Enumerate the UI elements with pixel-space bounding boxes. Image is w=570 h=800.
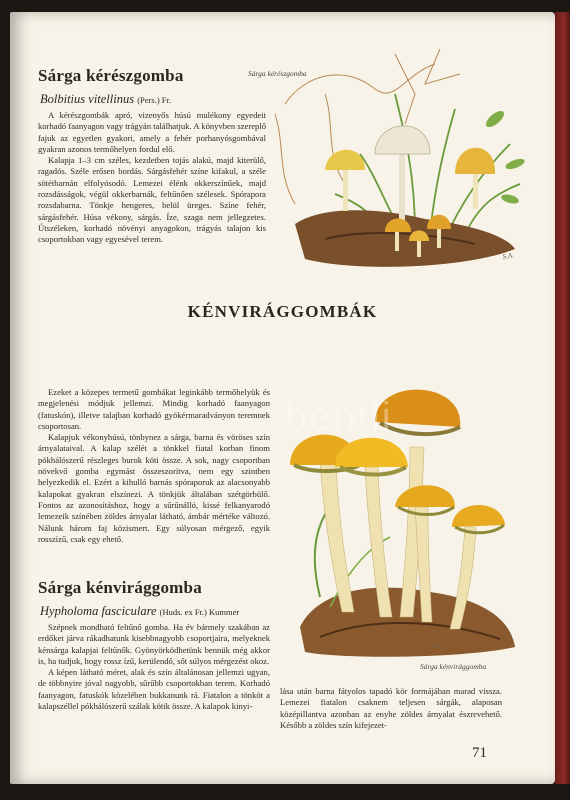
scientific-name-text: Bolbitius vitellinus [40,92,135,106]
continuation-text [280,686,502,731]
illustration-caption-hypholoma: Sárga kénvirággomba [420,662,487,671]
svg-text:S.A.: S.A. [501,251,515,261]
twig-lines [275,49,460,204]
paragraph: Kalapjuk vékonyhúsú, tönbynez a sárga, barna és vöröses szín árnyalataival. A kalap szélét a tönkkel fiatal korban finom pókhálószerű részleges burok köti össze. A sok, nagy csoportban növekvő gomba egymást összeszorítva, nem egy szintben helyezkedik el. Ezért a kihulló barnás spóraporuk az alacsonyabb kalapokat gyakran elszínezi. A tönkjük általában szétgörbülő. Fontos az azonosításhoz, hogy a sűrűnálló, kissé felkanyarodó lemezeik színében zöldes árnyalat látható, ámbár mértéke változó. Nálunk három faj közismert. Egy súlyosan mérgező, egyik rosszízű, csak egy ehető. [38,432,270,544]
paragraph: Ezeket a közepes termetű gombákat leginkább termőhelyük és megjelenési módjuk jellemzi. Mindig korhadó faanyagon (fatuskón), illetve talajban korhadó gyökérmaradványon teremnek csoportosan. [38,387,270,431]
species-title-bolbitius: Sárga kérészgomba [38,66,184,85]
paragraph: Szépnek mondható feltűnő gomba. Ha év bármely szakában az erdőket járva rákadhatunk kisebbnagyobb csoportjaira, melyeknek kénsárga kalapjai feltűnők. Gyönyörködhetünk bennük még akkor is, ha tudjuk, hogy rossz ízű, kerülendő, sőt súlyos mérgezést okoz. [38,622,270,666]
scientific-author: (Pers.) Fr. [137,95,171,105]
book-page [10,12,555,784]
scientific-name-hypholoma [40,604,239,619]
genus-description [38,387,270,545]
scientific-name-bolbitius [40,92,171,107]
scientific-author: (Huds. ex Fr.) Kummer [159,607,240,617]
book-spine-edge [555,12,570,784]
svg-text:S.A.: S.A. [427,641,440,651]
species-description-hypholoma [38,622,270,712]
watermark: bentli [285,395,393,439]
paragraph: A képen látható méret, alak és szín általánosan jellemzi ugyan, de többnyire jóval nagyobb, sűrűbb csoportokban terem. Korhadó faanyagon, fatuskók közelében bukkanunk rá. Fiatalon a tönköt a kalapszéllel pókhálószerű szálak kötik össze. A kalapok kinyi- [38,667,270,712]
paragraph: Kalapja 1–3 cm széles, kezdetben tojás alakú, majd kiterülő, ragadós. Széle erősen bordás. Sárgásfehér színe kifakul, a széle sötétbarnán elfolyósodó. Lemezei élénk okkerszínűek, majd rozsdásságok, végül okkerbarnák, feltűnően szélesek. Spórapora rozsdabarna. Tönkje hengeres, belül üreges. Színe fehér, sárgásfehér. Húsa vékony, sárgás. Íze, szaga nem jellegzetes. Útszéleken, korhadó növényi anyagokon, trágyás talajon kis csoportokban vagy egyesével terem. [38,155,266,245]
illustration-caption-bolbitius: Sárga kérészgomba [248,69,307,78]
scientific-name-text: Hypholoma fasciculare [40,604,157,618]
bolbitius-illustration [265,34,535,279]
paragraph: lása után barna fátyolos tapadó kör formájában marad vissza. Lemezei fiatalon csaknem teljesen sárgák, alaposan középillantva azonban az enyhe zöldes árnyalat észrevehető. Később a zöldes szín kifejezet- [280,686,502,730]
species-title-hypholoma: Sárga kénvirággomba [38,578,202,597]
paragraph: A kérészgombák apró, vizenyős húsú mulékony egyedeit korhadó faanyagon vagy trágyán találhatjuk. A könyvben szereplő fajuk az egyetlen gyakori, amely a fehér porhanyósgombával gyakran azonos termőhelyen fordul elő. [38,110,266,154]
species-description-bolbitius [38,110,266,246]
section-heading: KÉNVIRÁGGOMBÁK [187,302,378,321]
page-number: 71 [472,745,487,761]
